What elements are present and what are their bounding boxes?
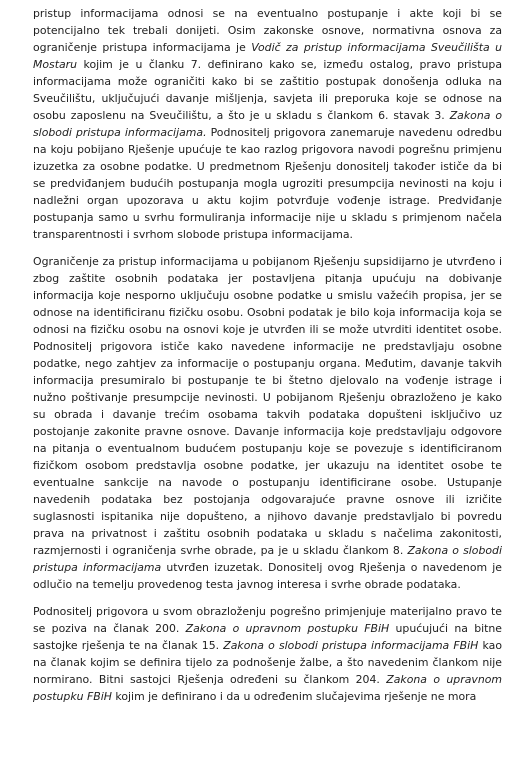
text-run: Podnositelj prigovora zanemaruje navedenu odredbu na koju pobijano Rješenje upućuje te kao razlog prigovora navodi pogrešnu primjenu izuzetka za osobne podatke. U predmetnom Rješenju donositelj također ističe da bi se predviđanjem budućih postupanja mogla ugroziti presumpcija nevinosti na koju i nadležni organ upozorava u aktu kojim potvrđuje vođenje istrage. Predviđanje postupanja samo u svrhu formuliranja informacije nije u skladu s primjenom načela transparentnosti i svrhom slobode pristupa informacijama. [33,126,502,241]
text-run: Ograničenje za pristup informacijama u pobijanom Rješenju supsidijarno je utvrđeno i zbog zaštite osobnih podataka jer postavljena pitanja upućuju na dobivanje informacija koje nesporno uključuju osobne podatke u smislu važećih propisa, jer se odnose na identificiranu fizičku osobu. Osobni podatak je bilo koja informacija koja se odnosi na fizičku osobu na osnovi koje je utvrđen ili se može utvrditi identitet osobe. Podnositelj prigovora ističe kako navedene informacije ne predstavljaju osobne podatke, nego zahtjev za informacije o postupanju organa. Međutim, davanje takvih informacija presumiralo bi postupanje te bi štetno djelovalo na vođenje istrage i nužno poštivanje presumpcije nevinosti. U pobijanom Rješenju obrazloženo je kako su obrada i davanje trećim osobama takvih podataka dopušteni isključivo uz postojanje zakonite pravne osnove. Davanje informacija koje predstavljaju odgovore na pitanja o eventualnom budućem postupanju koje se povezuje s identificiranom fizičkom osobom predstavlja osobne podatke, jer ukazuju na identitet osobe te eventualne sankcije na navode o postupanju identificirane osobe. Ustupanje navedenih podataka bez postojanja odgovarajuće pravne osnove ili izričite suglasnosti ispitanika nije dopušteno, a njihovo davanje predstavljalo bi povredu prava na privatnost i zaštitu osobnih podataka u skladu s načelima zakonitosti, razmjernosti i ograničenja svrhe obrade, pa je u skladu člankom 8. [33,255,502,557]
text-run-italic: Vodič za pristup informacijama Sveučilišta u Mostaru [33,41,502,71]
text-run-italic: Zakona o slobodi pristupa informacijama [33,544,502,574]
paragraph-1 [33,5,502,243]
text-run-italic: Zakona o upravnom postupku FBiH [33,673,502,703]
paragraph-2 [33,253,502,593]
paragraph-3 [33,603,502,705]
text-run: Podnositelj prigovora u svom obrazloženju pogrešno primjenjuje materijalno pravo te se poziva na članak 200. [33,605,502,635]
text-run: kao na članak kojim se definira tijelo za podnošenje žalbe, a što navedenim člankom nije normirano. Bitni sastojci Rješenja određeni su člankom 204. [33,639,503,686]
text-run: utvrđen izuzetak. Donositelj ovog Rješenja o navedenom je odlučio na temelju provedenog testa javnog interesa i svrhe obrade podataka. [33,561,502,591]
text-run: pristup informacijama odnosi se na eventualno postupanje i akte koji bi se potencijalno tek trebali donijeti. Osim zakonske osnove, normativna osnova za ograničenje pristupa informacijama je [33,7,502,54]
text-run-italic: Zakona o upravnom postupku FBiH [185,622,390,635]
text-run: kojim je u članku 7. definirano kako se, između ostalog, pravo pristupa informacijama može ograničiti kako bi se zaštitio postupak donošenja odluka na Sveučilištu, uključujući davanje mišljenja, savjeta ili preporuka koje se odnose na osobu zaposlenu na Sveučilištu, a što je u skladu s člankom 6. stavak 3. [33,58,502,122]
text-run-italic: Zakona o slobodi pristupa informacijama. [33,109,503,139]
text-run: kojim je definirano i da u određenim slučajevima rješenje ne mora [111,690,477,703]
text-run-italic: Zakona o slobodi pristupa informacijama FBiH [223,639,479,652]
text-run: upućujući na bitne sastojke rješenja te na članak 15. [33,622,503,652]
